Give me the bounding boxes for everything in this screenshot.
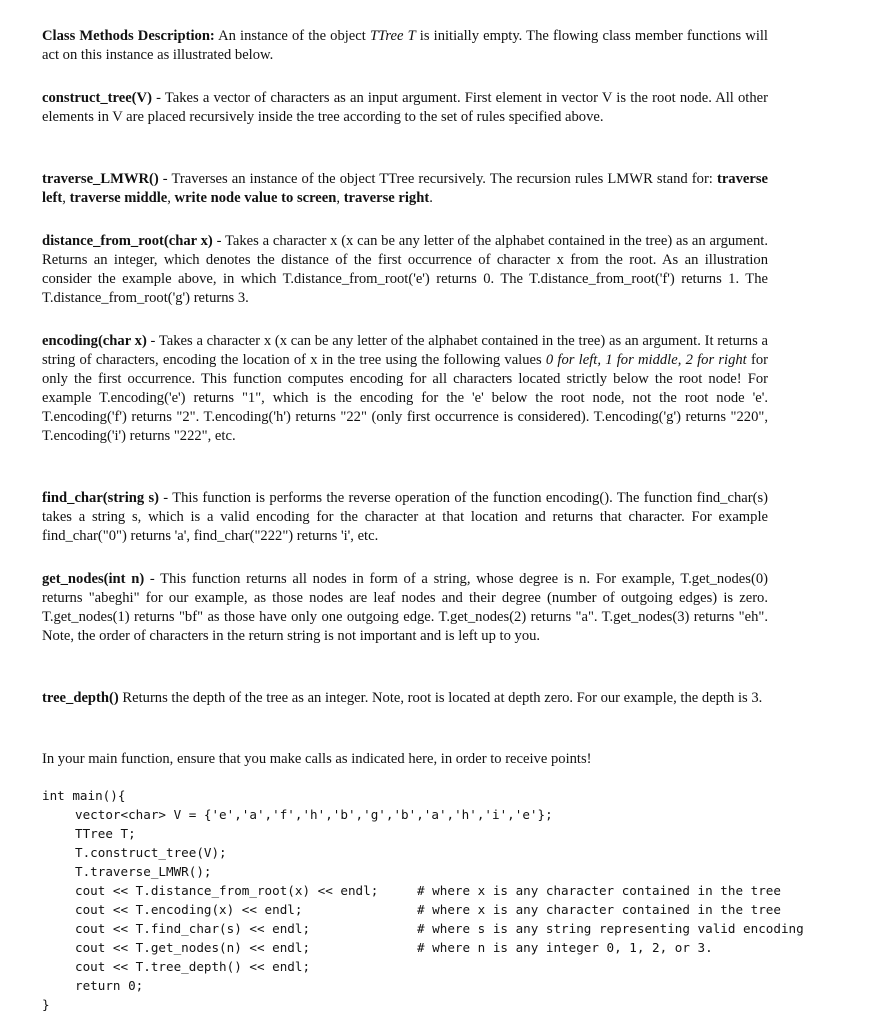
text-segment: - This function is performs the reverse operation of the function encoding(). The function find_char(s) takes a string s, which is a valid encoding for the character at that location and returns that character. For example find_char("0") returns 'a', find_char("222") returns 'i', etc. bbox=[42, 490, 768, 544]
text-segment: , bbox=[167, 190, 175, 206]
get-nodes-description bbox=[42, 570, 768, 646]
text-segment: - Traverses an instance of the object TTree recursively. The recursion rules LMWR stand for: bbox=[158, 171, 717, 187]
code-text: return 0; bbox=[75, 978, 144, 993]
main-code-block bbox=[42, 786, 852, 1014]
text-segment: In your main function, ensure that you make calls as indicated here, in order to receive points! bbox=[42, 751, 592, 767]
code-text: T.traverse_LMWR(); bbox=[75, 864, 212, 879]
text-segment: 0 for left, 1 for middle, 2 for right bbox=[545, 352, 747, 368]
code-line bbox=[42, 824, 852, 843]
code-text: cout << T.get_nodes(n) << endl; bbox=[75, 940, 311, 955]
text-segment: Returns the depth of the tree as an integer. Note, root is located at depth zero. For our example, the depth is 3. bbox=[118, 690, 763, 706]
text-segment: , bbox=[336, 190, 344, 206]
class-methods-description bbox=[42, 27, 768, 65]
traverse-lmwr-description bbox=[42, 170, 768, 208]
code-text: cout << T.tree_depth() << endl; bbox=[75, 959, 311, 974]
text-segment: . bbox=[429, 190, 433, 206]
text-segment: tree_depth() bbox=[42, 690, 119, 706]
text-segment: traverse_LMWR() bbox=[42, 171, 159, 187]
code-line bbox=[42, 786, 852, 805]
text-segment: encoding(char x) bbox=[42, 333, 147, 349]
text-segment: construct_tree(V) bbox=[42, 90, 152, 106]
text-segment: , bbox=[62, 190, 70, 206]
text-segment: write node value to screen bbox=[174, 190, 337, 206]
tree-depth-description bbox=[42, 689, 768, 708]
main-function-instruction bbox=[42, 750, 768, 769]
code-line bbox=[42, 881, 852, 900]
code-text: cout << T.find_char(s) << endl; bbox=[75, 921, 311, 936]
code-comment: # where s is any string representing valid encoding bbox=[417, 921, 804, 936]
text-segment: traverse middle bbox=[69, 190, 168, 206]
code-text: cout << T.distance_from_root(x) << endl; bbox=[75, 883, 379, 898]
code-comment: # where n is any integer 0, 1, 2, or 3. bbox=[417, 940, 713, 955]
text-segment: for only the first occurrence. This function computes encoding for all characters located strictly below the root node! For example T.encoding('e') returns "1", which is the encoding for the 'e' below the root node, not the root node 'e'. T.encoding('f') returns "2". T.encoding('h') returns "22" (only first occurrence is considered). T.encoding('g') returns "220", T.encoding('i') returns "222", etc. bbox=[42, 352, 768, 444]
text-segment: traverse right bbox=[343, 190, 430, 206]
code-line bbox=[42, 843, 852, 862]
find-char-description bbox=[42, 489, 768, 546]
text-segment: An instance of the object bbox=[214, 28, 370, 44]
code-comment: # where x is any character contained in the tree bbox=[417, 883, 781, 898]
code-line bbox=[42, 862, 852, 881]
code-text: TTree T; bbox=[75, 826, 136, 841]
code-line bbox=[42, 938, 852, 957]
text-segment: distance_from_root(char x) bbox=[42, 233, 213, 249]
distance-from-root-description bbox=[42, 232, 768, 308]
code-line bbox=[42, 957, 852, 976]
code-text: int main(){ bbox=[42, 788, 126, 803]
code-text: cout << T.encoding(x) << endl; bbox=[75, 902, 303, 917]
text-segment: - This function returns all nodes in form of a string, whose degree is n. For example, T.get_nodes(0) returns "abeghi" for our example, as those nodes are leaf nodes and their degree (number of outgoing edges) is zero. T.get_nodes(1) returns "bf" as those have only one outgoing edge. T.get_nodes(2) returns "a". T.get_nodes(3) returns "eh". Note, the order of characters in the return string is not important and is left up to you. bbox=[42, 571, 768, 644]
code-text: } bbox=[42, 997, 50, 1012]
code-line bbox=[42, 900, 852, 919]
encoding-description bbox=[42, 332, 768, 446]
text-segment: - Takes a character x (x can be any letter of the alphabet contained in the tree) as an argument. Returns an integer, which denotes the distance of the first occurrence of character x from the root. As an illustration consider the example above, in which T.distance_from_root('e') returns 0. The T.distance_from_root('f') returns 1. The T.distance_from_root('g') returns 3. bbox=[42, 233, 768, 306]
text-segment: traverse left bbox=[42, 171, 768, 206]
text-segment: get_nodes(int n) bbox=[42, 571, 145, 587]
code-line bbox=[42, 919, 852, 938]
code-comment: # where x is any character contained in the tree bbox=[417, 902, 781, 917]
text-segment: TTree T bbox=[369, 28, 416, 44]
code-line bbox=[42, 995, 852, 1014]
code-text: vector<char> V = {'e','a','f','h','b','g','b','a','h','i','e'}; bbox=[75, 807, 553, 822]
code-line bbox=[42, 805, 852, 824]
text-segment: Class Methods Description: bbox=[42, 28, 215, 44]
text-segment: find_char(string s) bbox=[42, 490, 159, 506]
code-line bbox=[42, 976, 852, 995]
text-segment: - Takes a character x (x can be any letter of the alphabet contained in the tree) as an argument. It returns a string of characters, encoding the location of x in the tree using the following values bbox=[42, 333, 768, 368]
code-text: T.construct_tree(V); bbox=[75, 845, 227, 860]
text-segment: - Takes a vector of characters as an input argument. First element in vector V is the root node. All other elements in V are placed recursively inside the tree according to the set of rules specified above. bbox=[42, 90, 768, 125]
text-segment: is initially empty. The flowing class member functions will act on this instance as illustrated below. bbox=[42, 28, 768, 63]
construct-tree-description bbox=[42, 89, 768, 127]
